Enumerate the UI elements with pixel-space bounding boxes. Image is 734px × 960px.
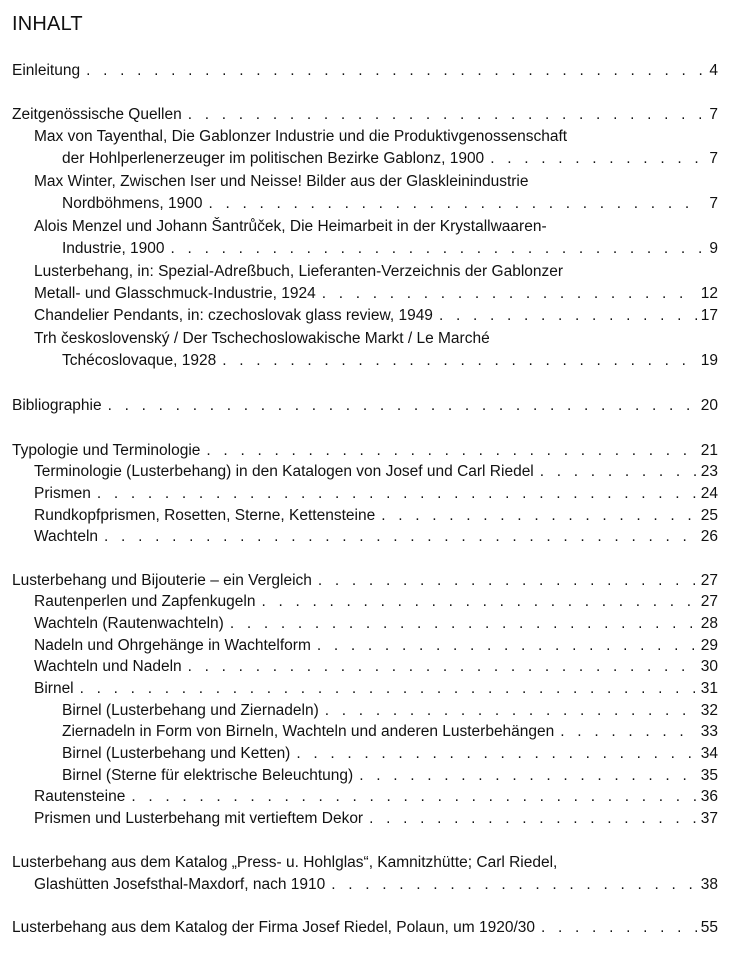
entry-page: 31 bbox=[700, 680, 718, 697]
leader-dots bbox=[97, 483, 697, 505]
leader-dots bbox=[261, 591, 696, 613]
toc-entry-birnel bbox=[34, 678, 718, 700]
entry-page: 55 bbox=[700, 919, 718, 936]
leader-dots bbox=[222, 350, 696, 372]
entry-title: Zeitgenössische Quellen bbox=[12, 106, 182, 123]
entry-page: 32 bbox=[700, 702, 718, 719]
entry-page: 27 bbox=[700, 572, 718, 589]
leader-dots bbox=[188, 656, 697, 678]
entry-title: Birnel bbox=[34, 680, 74, 697]
toc-entry-spezial-adressbuch bbox=[34, 283, 718, 305]
toc-entry-prismen bbox=[34, 483, 718, 505]
leader-dots bbox=[104, 526, 697, 548]
leader-dots bbox=[560, 721, 696, 743]
entry-title: Lusterbehang aus dem Katalog der Firma Josef Riedel, Polaun, um 1920/30 bbox=[12, 919, 536, 936]
entry-page: 4 bbox=[709, 62, 718, 79]
toc-entry-tayenthal bbox=[62, 148, 718, 170]
entry-page: 36 bbox=[700, 788, 718, 805]
leader-dots bbox=[369, 808, 697, 830]
entry-line1: Trh československý / Der Tschechoslowakische Markt / Le Marché bbox=[34, 330, 490, 347]
toc-entry-bibliographie bbox=[12, 395, 718, 417]
leader-dots bbox=[188, 104, 702, 126]
entry-page: 21 bbox=[700, 442, 718, 459]
toc-entry-nadeln-ohrgehaenge bbox=[34, 635, 718, 657]
toc-entry-trh-ceskoslovensky bbox=[62, 350, 718, 372]
entry-title: Birnel (Lusterbehang und Ziernadeln) bbox=[62, 702, 319, 719]
leader-dots bbox=[230, 613, 697, 635]
toc-entry-rautensteine bbox=[34, 786, 718, 808]
entry-page: 27 bbox=[700, 593, 718, 610]
entry-title: Bibliographie bbox=[12, 397, 102, 414]
entry-title: Birnel (Lusterbehang und Ketten) bbox=[62, 745, 291, 762]
toc-entry-katalog-kamnitzhuette bbox=[34, 874, 718, 896]
leader-dots bbox=[206, 440, 696, 462]
entry-title: der Hohlperlenerzeuger im politischen Bezirke Gablonz, 1900 bbox=[62, 150, 485, 167]
entry-page: 25 bbox=[700, 507, 718, 524]
entry-page: 9 bbox=[709, 240, 718, 257]
entry-title: Rautensteine bbox=[34, 788, 126, 805]
entry-title: Rautenperlen und Zapfenkugeln bbox=[34, 593, 256, 610]
entry-page: 26 bbox=[700, 528, 718, 545]
entry-page: 12 bbox=[700, 285, 718, 302]
toc-entry-wachteln-nadeln bbox=[34, 656, 718, 678]
leader-dots bbox=[381, 505, 697, 527]
entry-line1: Lusterbehang aus dem Katalog „Press- u. Hohlglas“, Kamnitzhütte; Carl Riedel, bbox=[12, 854, 558, 871]
entry-page: 24 bbox=[700, 485, 718, 502]
toc-entry-birnel-sterne bbox=[62, 765, 718, 787]
entry-title: Birnel (Sterne für elektrische Beleuchtung) bbox=[62, 767, 354, 784]
entry-title: Tchécoslovaque, 1928 bbox=[62, 352, 217, 369]
leader-dots bbox=[317, 635, 697, 657]
entry-title: Wachteln und Nadeln bbox=[34, 658, 182, 675]
leader-dots bbox=[439, 305, 697, 327]
toc-entry-terminologie bbox=[34, 461, 718, 483]
entry-page: 7 bbox=[709, 150, 718, 167]
entry-page: 34 bbox=[700, 745, 718, 762]
entry-page: 19 bbox=[700, 352, 718, 369]
entry-title: Glashütten Josefsthal-Maxdorf, nach 1910 bbox=[34, 876, 326, 893]
toc-entry-bijouterie-vergleich bbox=[12, 570, 718, 592]
entry-page: 35 bbox=[700, 767, 718, 784]
leader-dots bbox=[322, 283, 697, 305]
entry-page: 20 bbox=[700, 397, 718, 414]
toc-entry-ziernadeln-form bbox=[62, 721, 718, 743]
entry-title: Prismen bbox=[34, 485, 91, 502]
toc-entry-rautenwachteln bbox=[34, 613, 718, 635]
entry-title: Nadeln und Ohrgehänge in Wachtelform bbox=[34, 637, 311, 654]
toc-entry-rundkopfprismen bbox=[34, 505, 718, 527]
leader-dots bbox=[131, 786, 696, 808]
leader-dots bbox=[80, 678, 697, 700]
entry-page: 37 bbox=[700, 810, 718, 827]
entry-title: Nordböhmens, 1900 bbox=[62, 195, 203, 212]
entry-title: Einleitung bbox=[12, 62, 81, 79]
entry-title: Ziernadeln in Form von Birneln, Wachteln und anderen Lusterbehängen bbox=[62, 723, 555, 740]
toc-entry-winter bbox=[62, 193, 718, 215]
entry-title: Chandelier Pendants, in: czechoslovak glass review, 1949 bbox=[34, 307, 433, 324]
entry-page: 23 bbox=[700, 463, 718, 480]
toc-entry-birnel-ziernadeln bbox=[62, 700, 718, 722]
entry-page: 7 bbox=[709, 106, 718, 123]
entry-page: 30 bbox=[700, 658, 718, 675]
toc-entry-rautenperlen bbox=[34, 591, 718, 613]
toc-entry-typologie bbox=[12, 440, 718, 462]
entry-title: Terminologie (Lusterbehang) in den Katalogen von Josef und Carl Riedel bbox=[34, 463, 534, 480]
toc-entry-einleitung bbox=[12, 60, 718, 82]
page-title: INHALT bbox=[12, 13, 83, 35]
toc-entry-prismen-dekor bbox=[34, 808, 718, 830]
leader-dots bbox=[86, 60, 702, 82]
entry-title: Prismen und Lusterbehang mit vertieftem Dekor bbox=[34, 810, 364, 827]
toc-entry-zeitgenoessische-quellen bbox=[12, 104, 718, 126]
toc-entry-chandelier-pendants bbox=[34, 305, 718, 327]
entry-title: Typologie und Terminologie bbox=[12, 442, 201, 459]
entry-title: Wachteln bbox=[34, 528, 99, 545]
entry-line1: Lusterbehang, in: Spezial-Adreßbuch, Lieferanten-Verzeichnis der Gablonzer bbox=[34, 263, 564, 280]
entry-page: 7 bbox=[709, 195, 718, 212]
leader-dots bbox=[359, 765, 697, 787]
leader-dots bbox=[540, 461, 697, 483]
entry-title: Rundkopfprismen, Rosetten, Sterne, Kettensteine bbox=[34, 507, 376, 524]
toc-entry-katalog-josef-riedel bbox=[12, 917, 718, 939]
leader-dots bbox=[171, 238, 702, 260]
entry-line1: Max Winter, Zwischen Iser und Neisse! Bilder aus der Glaskleinindustrie bbox=[34, 173, 529, 190]
leader-dots bbox=[108, 395, 697, 417]
entry-line1: Alois Menzel und Johann Šantrůček, Die Heimarbeit in der Krystallwaaren- bbox=[34, 218, 547, 235]
leader-dots bbox=[296, 743, 696, 765]
entry-title: Lusterbehang und Bijouterie – ein Vergleich bbox=[12, 572, 312, 589]
entry-page: 17 bbox=[700, 307, 718, 324]
entry-title: Metall- und Glasschmuck-Industrie, 1924 bbox=[34, 285, 316, 302]
entry-line1: Max von Tayenthal, Die Gablonzer Industrie und die Produktivgenossenschaft bbox=[34, 128, 568, 145]
entry-page: 38 bbox=[700, 876, 718, 893]
entry-title: Wachteln (Rautenwachteln) bbox=[34, 615, 224, 632]
entry-page: 29 bbox=[700, 637, 718, 654]
leader-dots bbox=[541, 917, 697, 939]
toc-entry-menzel bbox=[62, 238, 718, 260]
entry-page: 28 bbox=[700, 615, 718, 632]
leader-dots bbox=[208, 193, 702, 215]
leader-dots bbox=[331, 874, 697, 896]
toc-entry-birnel-ketten bbox=[62, 743, 718, 765]
entry-title: Industrie, 1900 bbox=[62, 240, 165, 257]
leader-dots bbox=[490, 148, 702, 170]
leader-dots bbox=[325, 700, 697, 722]
leader-dots bbox=[318, 570, 697, 592]
entry-page: 33 bbox=[700, 723, 718, 740]
toc-entry-wachteln bbox=[34, 526, 718, 548]
